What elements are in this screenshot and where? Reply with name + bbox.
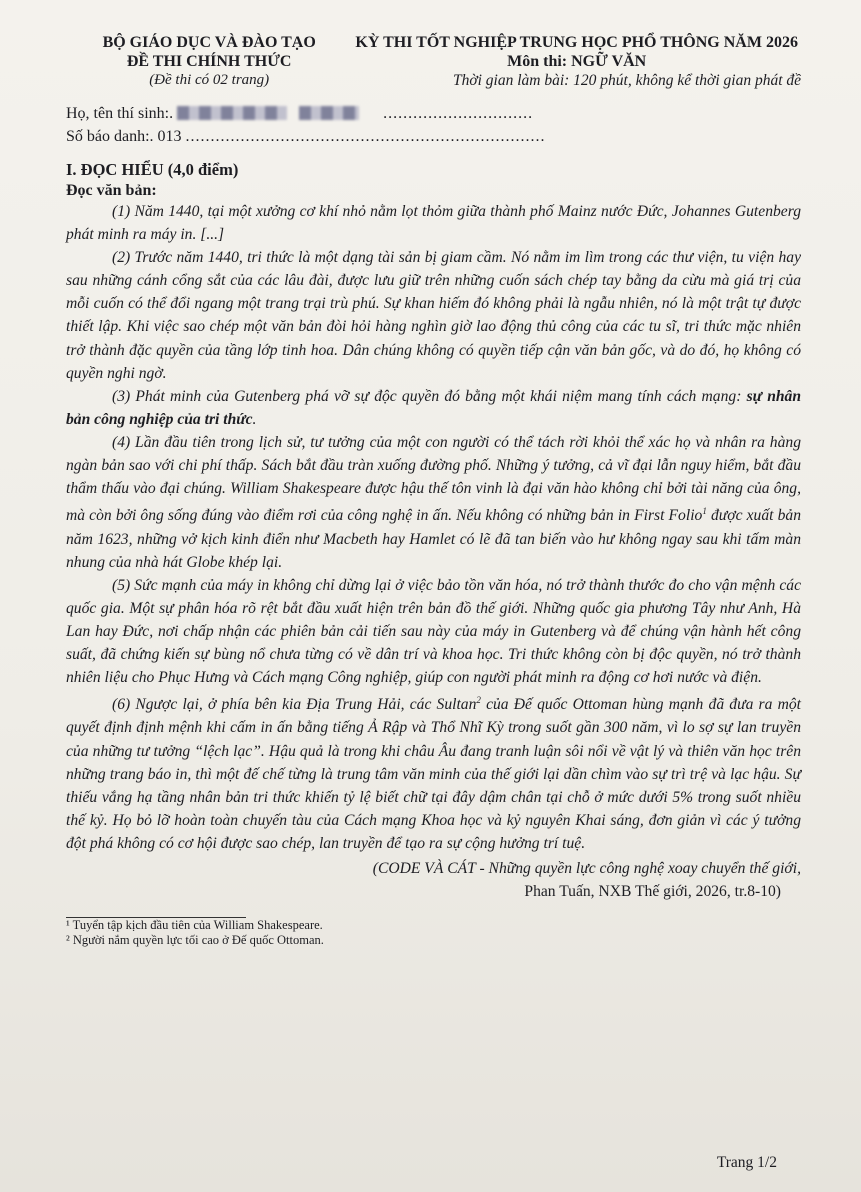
paragraph-6 (66, 689, 801, 855)
header-right (352, 34, 801, 90)
name-dots: .............................. (383, 105, 534, 122)
p4-text-b: được xuất bản năm 1623, những vở kịch kinh điển như Macbeth hay Hamlet có lẽ đã tan biến vào hư không ngay sau khi tấm màn nhung của nhà hát Globe khép lại. (66, 507, 801, 571)
footnote-ref-2: 2 (476, 695, 481, 706)
source-line-1: (CODE VÀ CÁT - Những quyền lực công nghệ xoay chuyển thế giới, (372, 860, 801, 877)
p6-text-a: (6) Ngược lại, ở phía bên kia Địa Trung Hải, các Sultan (112, 696, 477, 714)
id-row (66, 125, 801, 148)
pages-note: (Đề thi có 02 trang) (149, 72, 270, 88)
candidate-info (66, 102, 801, 148)
p3-bold-phrase: sự nhân bản công nghiệp của tri thức (66, 387, 802, 428)
subject-label: Môn thi: NGỮ VĂN (507, 53, 647, 70)
name-label: Họ, tên thí sinh:. (66, 105, 174, 122)
reading-text (66, 200, 801, 855)
footnote-1: ¹ Tuyển tập kịch đầu tiên của William Shakespeare. (66, 918, 323, 932)
p3-text-c: . (252, 410, 257, 428)
time-note: Thời gian làm bài: 120 phút, không kể thời gian phát đề (452, 72, 801, 89)
paragraph-3 (66, 385, 801, 431)
section-title: I. ĐỌC HIỂU (4,0 điểm) (66, 160, 239, 179)
paragraph-1: (1) Năm 1440, tại một xưởng cơ khí nhỏ nằm lọt thỏm giữa thành phố Mainz nước Đức, Johannes Gutenberg phát minh ra máy in. [...] (66, 203, 801, 244)
ministry-name: BỘ GIÁO DỤC VÀ ĐÀO TẠO (102, 34, 316, 51)
paragraph-2: (2) Trước năm 1440, tri thức là một dạng tài sản bị giam cầm. Nó nằm im lìm trong các thư viện, tu viện hay sau những cánh cổng sắt của các lâu đài, được lưu giữ trên những cuốn sách chép tay bằng da cừu mà giá trị của mỗi cuốn có thể đổi ngang một trang trại trù phú. Sự khan hiếm đó không phải là ngẫu nhiên, nó là một trật tự được thiết lập. Khi việc sao chép một văn bản đòi hỏi hàng nghìn giờ lao động thủ công của các tu sĩ, tri thức mặc nhiên trở thành đặc quyền của tầng lớp tinh hoa. Dân chúng không có quyền tiếp cận văn bản gốc, và do đó, họ không có quyền nghi ngờ. (66, 249, 801, 382)
id-dots: ........................................................................ (185, 128, 546, 145)
p6-text-b: của Đế quốc Ottoman hùng mạnh đã đưa ra một quyết định định mệnh khi cấm in ấn bằng tiếng Ả Rập và Thổ Nhĩ Kỳ trong suốt gần 300 năm, vì lo sợ sự lan truyền của những tư tưởng “lệch lạc”. Hậu quả là trong khi châu Âu đang tranh luận sôi nổi về vật lý và thiên văn học trên những trang báo in, thì một đế chế từng là trung tâm văn minh của thế giới lại dần chìm vào sự trì trệ và lạc hậu. Sự thiếu vắng hạ tầng nhân bản tri thức khiến tỷ lệ biết chữ tại đây dậm chân tại chỗ ở mức dưới 5% trong suốt nhiều thế kỷ. Họ bỏ lỡ hoàn toàn chuyến tàu của Cách mạng Khoa học và kỷ nguyên Khai sáng, đơn giản vì các ý tưởng đột phá không có cơ hội được sao chép, lan truyền để tạo ra sự cộng hưởng trí tuệ. (66, 696, 801, 852)
footnote-2: ² Người nắm quyền lực tối cao ở Đế quốc Ottoman. (66, 933, 324, 947)
page-number: Trang 1/2 (716, 1154, 777, 1171)
official-label: ĐỀ THI CHÍNH THỨC (126, 53, 292, 70)
header-left (66, 34, 352, 89)
paragraph-5: (5) Sức mạnh của máy in không chỉ dừng lại ở việc bảo tồn văn hóa, nó trở thành thước đo cho vận mệnh các quốc gia. Một sự phân hóa rõ rệt bắt đầu xuất hiện trên bản đồ thế giới. Những quốc gia phương Tây như Anh, Hà Lan hay Đức, nơi chấp nhận các phiên bản cải tiến sau này của máy in Gutenberg và để chúng vận hành hết công suất, đã chứng kiến sự bùng nổ chưa từng có về dân trí và khoa học. Tri thức không còn bị độc quyền, nó trở thành nhiên liệu cho Phục Hưng và Cách mạng Công nghiệp, giúp con người phát minh ra động cơ hơi nước và điện. (66, 576, 801, 687)
source-line-2: Phan Tuấn, NXB Thế giới, 2026, tr.8-10) (524, 883, 781, 900)
footnote-ref-1: 1 (702, 506, 707, 517)
id-value: 013 (157, 128, 182, 145)
section-subtitle: Đọc văn bản: (66, 182, 157, 199)
id-label: Số báo danh:. (66, 128, 154, 145)
redacted-name (177, 106, 287, 120)
p4-text-a: (4) Lần đầu tiên trong lịch sử, tư tưởng của một con người có thể tách rời khỏi thể xác họ và nhân ra hàng ngàn bản sao với chi phí thấp. Sách bắt đầu tràn xuống đường phố. Những ý tưởng, cả vĩ đại lẫn nguy hiểm, bắt đầu thẩm thấu vào đại chúng. William Shakespeare được hậu thế tôn vinh là đại văn hào không chỉ bởi tài năng của ông, mà còn bởi ông sống đúng vào điểm rơi của công nghệ in ấn. Nếu không có những bản in First Folio (66, 433, 801, 525)
exam-header (66, 34, 801, 90)
exam-title: KỲ THI TỐT NGHIỆP TRUNG HỌC PHỔ THÔNG NĂM 2026 (355, 34, 798, 51)
redacted-name-2 (299, 106, 359, 120)
p3-text-a: (3) Phát minh của Gutenberg phá vỡ sự độc quyền đó bằng một khái niệm mang tính cách mạng: (112, 387, 747, 405)
name-row (66, 102, 801, 125)
paragraph-4 (66, 431, 801, 574)
